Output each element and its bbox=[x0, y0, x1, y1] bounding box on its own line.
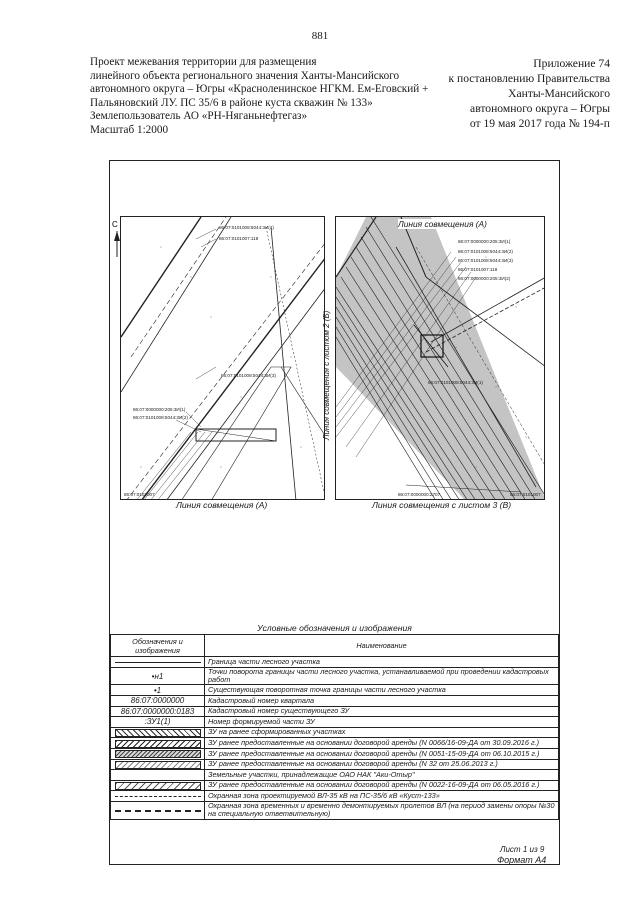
cadastral-label: 86:07:0101008:5044:3И(1) bbox=[219, 225, 274, 230]
legend-swatch-icon bbox=[115, 761, 201, 769]
map-right-drawing bbox=[336, 217, 545, 500]
legend-swatch-icon bbox=[115, 740, 201, 748]
legend-row bbox=[111, 727, 559, 738]
cadastral-label: 86:07:0000000:2707 bbox=[398, 492, 441, 497]
quarter-label: 86:07:0101007 bbox=[510, 492, 541, 497]
cadastral-label: 86:07:0101007:118 bbox=[458, 267, 498, 272]
legend-row bbox=[111, 696, 559, 707]
legend-swatch-icon bbox=[115, 782, 201, 790]
legend-symbol: 86:07:0000000 bbox=[111, 696, 205, 707]
legend-symbol: :ЗУ1(1) bbox=[111, 717, 205, 728]
cadastral-label: 86:07:0101008:5044:3И(2) bbox=[458, 249, 513, 254]
legend-description: ЗУ ранее предоставленные на основании договорой аренды (N 32 от 25.06.2013 г.) bbox=[205, 759, 559, 770]
map-left-caption: Линия совмещения (А) bbox=[176, 500, 268, 510]
legend-symbol: 86:07:0000000:0183 bbox=[111, 706, 205, 717]
legend-description: ЗУ ранее предоставленные на основании договорой аренды (N 0051-15-09-ДА от 06.10.2015 г.) bbox=[205, 748, 559, 759]
appendix-line: Приложение 74 bbox=[533, 57, 610, 70]
legend-row bbox=[111, 770, 559, 781]
legend-swatch-icon bbox=[115, 810, 201, 812]
map-right-side-caption: Линия совмещения с листом 2 (Б) bbox=[322, 310, 331, 440]
legend-description: Точки поворота границы части лесного участка, устанавливаемой при проведении кадастровых работ bbox=[205, 667, 559, 685]
legend-symbol bbox=[111, 738, 205, 749]
cadastral-label: 86:07:0000000:205:3И(1) bbox=[133, 407, 186, 412]
legend-symbol bbox=[111, 770, 205, 781]
legend-description: Кадастровый номер квартала bbox=[205, 696, 559, 707]
cadastral-label: 86:07:0101008:5044:3И(1) bbox=[428, 380, 483, 385]
legend-symbol bbox=[111, 780, 205, 791]
svg-text:С: С bbox=[112, 220, 118, 229]
legend-col-name: Наименование bbox=[205, 635, 559, 657]
cadastral-label: 86:07:0000000:205:3И(1) bbox=[458, 239, 511, 244]
legend-row bbox=[111, 791, 559, 802]
legend-symbol bbox=[111, 727, 205, 738]
project-line: Пальяновский ЛУ. ПС 35/6 в районе куста скважин № 133» bbox=[90, 96, 373, 109]
map-panel-right bbox=[335, 216, 545, 500]
cadastral-label: 86:07:0101007:118 bbox=[219, 236, 259, 241]
legend-symbol bbox=[111, 759, 205, 770]
scale-line: Масштаб 1:2000 bbox=[90, 123, 169, 136]
map-left-drawing bbox=[121, 217, 325, 500]
cadastral-label: 86:07:0000000:205:3И(2) bbox=[458, 276, 511, 281]
map-right-top-caption: Линия совмещения (А) bbox=[398, 219, 487, 229]
legend-symbol: •1 bbox=[111, 685, 205, 696]
project-line: автономного округа – Югры «Красноленинское НГКМ. Ем-Еговский + bbox=[90, 83, 429, 96]
land-user-line: Землепользователь АО «РН-Няганьнефтегаз» bbox=[90, 110, 308, 123]
legend-title: Условные обозначения и изображения bbox=[257, 623, 412, 633]
appendix-line: автономного округа – Югры bbox=[470, 102, 610, 115]
legend-description: ЗУ на ранее сформированных участках bbox=[205, 727, 559, 738]
legend-swatch-icon bbox=[115, 729, 201, 737]
legend-row bbox=[111, 801, 559, 819]
legend-description: Кадастровый номер существующего ЗУ bbox=[205, 706, 559, 717]
cadastral-label: 86:07:0101008:5044:3И(3) bbox=[221, 373, 276, 378]
legend-col-symbol: Обозначения и изображения bbox=[111, 635, 205, 657]
legend-swatch-icon bbox=[115, 750, 201, 758]
legend-row bbox=[111, 738, 559, 749]
page-number: 881 bbox=[311, 30, 329, 42]
map-panel-left bbox=[120, 216, 325, 500]
legend-table bbox=[110, 634, 559, 820]
legend-row bbox=[111, 657, 559, 668]
sheet-number: Лист 1 из 9 bbox=[500, 845, 545, 854]
map-right-caption: Линия совмещения с листом 3 (В) bbox=[372, 500, 512, 510]
legend-row bbox=[111, 780, 559, 791]
appendix-line: к постановлению Правительства bbox=[448, 72, 610, 85]
legend-symbol bbox=[111, 657, 205, 668]
legend-description: Номер формируемой части ЗУ bbox=[205, 717, 559, 728]
legend-row bbox=[111, 667, 559, 685]
legend-symbol bbox=[111, 748, 205, 759]
legend-row bbox=[111, 685, 559, 696]
cadastral-label: 86:07:0101008:5044:3И(3) bbox=[458, 258, 513, 263]
cadastral-label: 86:07:0101008:5044:3И(2) bbox=[133, 415, 188, 420]
legend-description: Земельные участки, принадлежащие ОАО НАК "Аки-Отыр" bbox=[205, 770, 559, 781]
project-header bbox=[90, 56, 429, 138]
appendix-line: Ханты-Мансийского bbox=[508, 87, 610, 100]
paper-format: Формат А4 bbox=[497, 855, 547, 865]
legend-row bbox=[111, 717, 559, 728]
legend-symbol: •н1 bbox=[111, 667, 205, 685]
project-line: линейного объекта регионального значения Ханты-Мансийского bbox=[90, 69, 400, 82]
legend-description: Охранная зона проектируемой ВЛ-35 кВ на ПС-35/6 кВ «Куст-133» bbox=[205, 791, 559, 802]
legend-description: Граница части лесного участка bbox=[205, 657, 559, 668]
legend-symbol bbox=[111, 801, 205, 819]
legend-swatch-icon bbox=[115, 662, 201, 663]
quarter-label: 86:07:0101007 bbox=[124, 492, 155, 497]
legend-description: ЗУ ранее предоставленные на основании договорой аренды (N 0022-16-09-ДА от 06.05.2016 г.) bbox=[205, 780, 559, 791]
appendix-header bbox=[380, 56, 610, 131]
legend-row bbox=[111, 759, 559, 770]
project-line: Проект межевания территории для размещения bbox=[90, 56, 317, 68]
legend-description: Охранная зона временных и временно демонтируемых пролетов ВЛ (на период замены опоры №30 на специальную ответвительную) bbox=[205, 801, 559, 819]
legend-swatch-icon bbox=[115, 796, 201, 797]
legend-description: Существующая поворотная точка границы части лесного участка bbox=[205, 685, 559, 696]
legend-symbol bbox=[111, 791, 205, 802]
legend-row bbox=[111, 706, 559, 717]
legend-description: ЗУ ранее предоставленные на основании договорой аренды (N 0066/16-09-ДА от 30.09.2016 г.) bbox=[205, 738, 559, 749]
legend-row bbox=[111, 748, 559, 759]
appendix-line: от 19 мая 2017 года № 194-п bbox=[469, 117, 610, 130]
